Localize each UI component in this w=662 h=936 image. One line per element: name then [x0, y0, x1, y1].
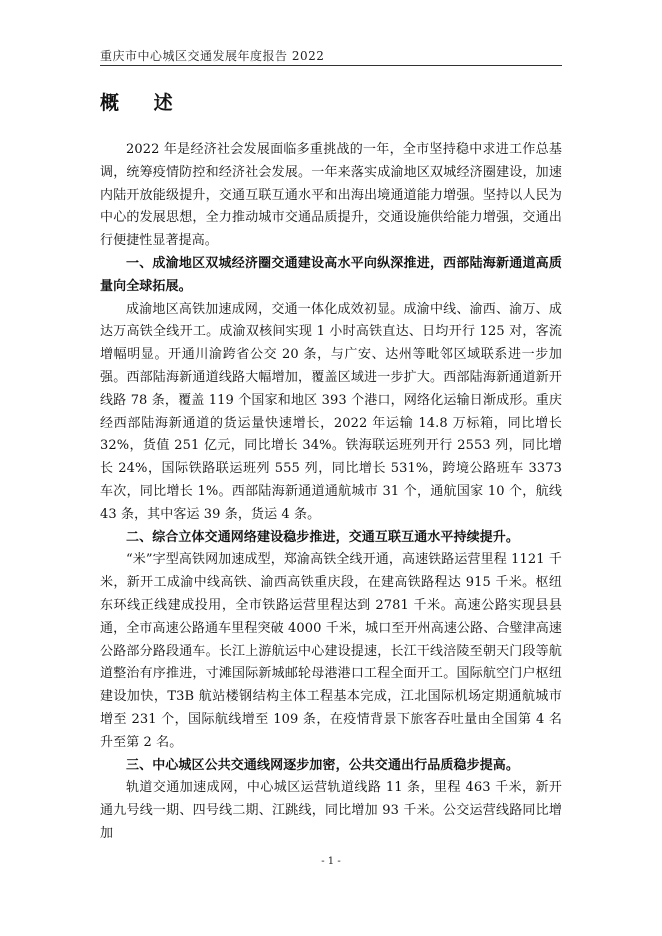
- running-header: 重庆市中心城区交通发展年度报告 2022: [100, 49, 325, 63]
- body-paragraph-2: “米”字型高铁网加速成型，郑渝高铁全线开通，高速铁路运营里程 1121 千米，新开工成渝中线高铁、渝西高铁重庆段，在建高铁路程达 915 千米。枢纽东环线正线建成投用，全市铁路运营里程达到 2781 千米。高速公路实现县县通，全市高速公路通车里程突破 4000 千米，城口至开州高速公路、合璧津高速公路部分路段通车。长江上游航运中心建设提速，长江干线涪陵至朝天门段等航道整治有序推进，寸滩国际新城邮轮母港港口工程全面开工。国际航空门户枢纽建设加快，T3B 航站楼钢结构主体工程基本完成，江北国际机场定期通航城市增至 231 个，国际航线增至 109 条，在疫情背景下旅客吞吐量由全国第 4 名升至第 2 名。: [100, 552, 562, 750]
- page-number: - 1 -: [321, 856, 341, 867]
- section-heading-1: 一、成渝地区双城经济圈交通建设高水平向纵深推进，西部陆海新通道高质量向全球拓展。: [100, 255, 562, 294]
- body-content: [100, 139, 562, 846]
- body-paragraph-1: 成渝地区高铁加速成网，交通一体化成效初显。成渝中线、渝西、渝万、成达万高铁全线开工。成渝双核间实现 1 小时高铁直达、日均开行 125 对，客流增幅明显。开通川渝跨省公交 20 条，与广安、达州等毗邻区域联系进一步加强。西部陆海新通道线路大幅增加，覆盖区域进一步扩大。西部陆海新通道新开线路 78 条，覆盖 119 个国家和地区 393 个港口，网络化运输日渐成形。重庆经西部陆海新通道的货运量快速增长，2022 年运输 14.8 万标箱，同比增长 32%，货值 251 亿元，同比增长 34%。铁海联运班列开行 2553 列，同比增长 24%，国际铁路联运班列 555 列，同比增长 531%，跨境公路班车 3373 车次，同比增长 1%。西部陆海新通道通航城市 31 个，通航国家 10 个，航线 43 条，其中客运 39 条，货运 4 条。: [100, 301, 562, 522]
- section-heading-2: 二、综合立体交通网络建设稳步推进，交通互联互通水平持续提升。: [126, 529, 520, 545]
- header-divider: [100, 65, 562, 66]
- section-heading-3: 三、中心城区公共交通线网逐步加密，公共交通出行品质稳步提高。: [126, 757, 520, 773]
- body-paragraph-3: 轨道交通加速成网，中心城区运营轨道线路 11 条，里程 463 千米，新开通九号线一期、四号线二期、江跳线，同比增加 93 千米。公交运营线路同比增加: [100, 780, 562, 841]
- intro-paragraph: 2022 年是经济社会发展面临多重挑战的一年，全市坚持稳中求进工作总基调，统筹疫情防控和经济社会发展。一年来落实成渝地区双城经济圈建设，加速内陆开放能级提升，交通互联互通水平和出海出境通道能力增强。坚持以人民为中心的发展思想，全力推动城市交通品质提升，交通设施供给能力增强，交通出行便捷性显著提高。: [100, 142, 562, 249]
- section-title: 概 述: [100, 92, 187, 114]
